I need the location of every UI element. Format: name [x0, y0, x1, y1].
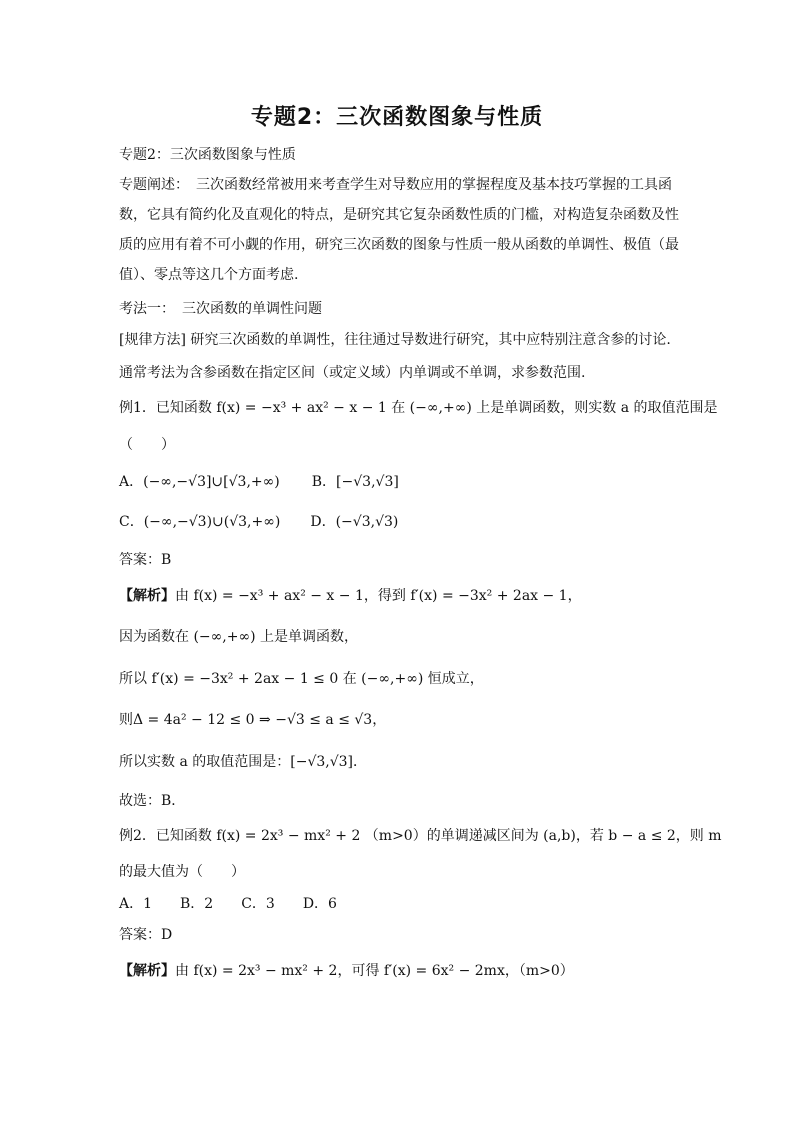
example1-question-line-2: （ ）	[119, 437, 175, 453]
example2-question-line-2: 的最大值为（ ）	[119, 864, 245, 880]
example1-options-ab	[119, 473, 399, 491]
intro-line-2: 数，它具有简约化及直观化的特点，是研究其它复杂函数性质的门槛，对构造复杂函数及性	[119, 207, 679, 223]
example1-solution-line-5: 所以实数 a 的取值范围是：[−√3,√3]．	[119, 754, 368, 770]
example1-solution-line-2: 因为函数在 (−∞,+∞) 上是单调函数，	[119, 629, 359, 645]
example2-options: A．1 B．2 C．3 D．6	[119, 896, 337, 912]
page-title: 专题2：三次函数图象与性质	[250, 105, 544, 130]
rule-line-2: 通常考法为含参函数在指定区间（或定义域）内单调或不单调，求参数范围.	[119, 365, 586, 381]
intro-line-3: 质的应用有着不可小觑的作用，研究三次函数的图象与性质一般从函数的单调性、极值（最	[119, 237, 679, 253]
example2-solution-line-1	[119, 962, 574, 980]
intro-line-4: 值）、零点等这几个方面考虑.	[119, 267, 299, 283]
solution-text: 由 f(x) = −x³ + ax² − x − 1，得到 f′(x) = −3x² + 2ax − 1，	[175, 588, 582, 604]
option-b: B．[−√3,√3]	[311, 474, 399, 490]
option-c: C．(−∞,−√3)∪(√3,+∞)	[119, 514, 281, 530]
example2-question-line-1: 例2．已知函数 f(x) = 2x³ − mx² + 2 （m>0）的单调递减区间为 (a,b)，若 b − a ≤ 2，则 m	[119, 828, 722, 844]
rule-line-1: [规律方法] 研究三次函数的单调性，往往通过导数进行研究，其中应特别注意含参的讨论.	[119, 332, 671, 348]
solution-tag: 【解析】	[119, 588, 175, 604]
example1-answer: 答案：B	[119, 552, 172, 568]
example1-solution-line-1	[119, 587, 582, 605]
example1-solution-line-4: 则Δ = 4a² − 12 ≤ 0 ⇒ −√3 ≤ a ≤ √3，	[119, 712, 387, 728]
intro-line-1: 专题阐述： 三次函数经常被用来考查学生对导数应用的掌握程度及基本技巧掌握的工具函	[119, 177, 672, 193]
solution-tag: 【解析】	[119, 963, 175, 979]
option-a: A．(−∞,−√3]∪[√3,+∞)	[119, 474, 280, 490]
subtitle: 专题2：三次函数图象与性质	[119, 147, 296, 163]
example1-solution-line-3: 所以 f′(x) = −3x² + 2ax − 1 ≤ 0 在 (−∞,+∞) 恒成立，	[119, 671, 484, 687]
example1-conclusion: 故选：B．	[119, 793, 186, 809]
example2-answer: 答案：D	[119, 927, 173, 943]
example1-question-line-1: 例1．已知函数 f(x) = −x³ + ax² − x − 1 在 (−∞,+∞) 上是单调函数，则实数 a 的取值范围是	[119, 400, 718, 416]
solution-text: 由 f(x) = 2x³ − mx² + 2，可得 f′(x) = 6x² − 2mx，（m>0）	[175, 963, 574, 979]
option-d: D．(−√3,√3)	[310, 514, 399, 530]
method-heading: 考法一： 三次函数的单调性问题	[119, 301, 322, 317]
example1-options-cd	[119, 513, 398, 531]
